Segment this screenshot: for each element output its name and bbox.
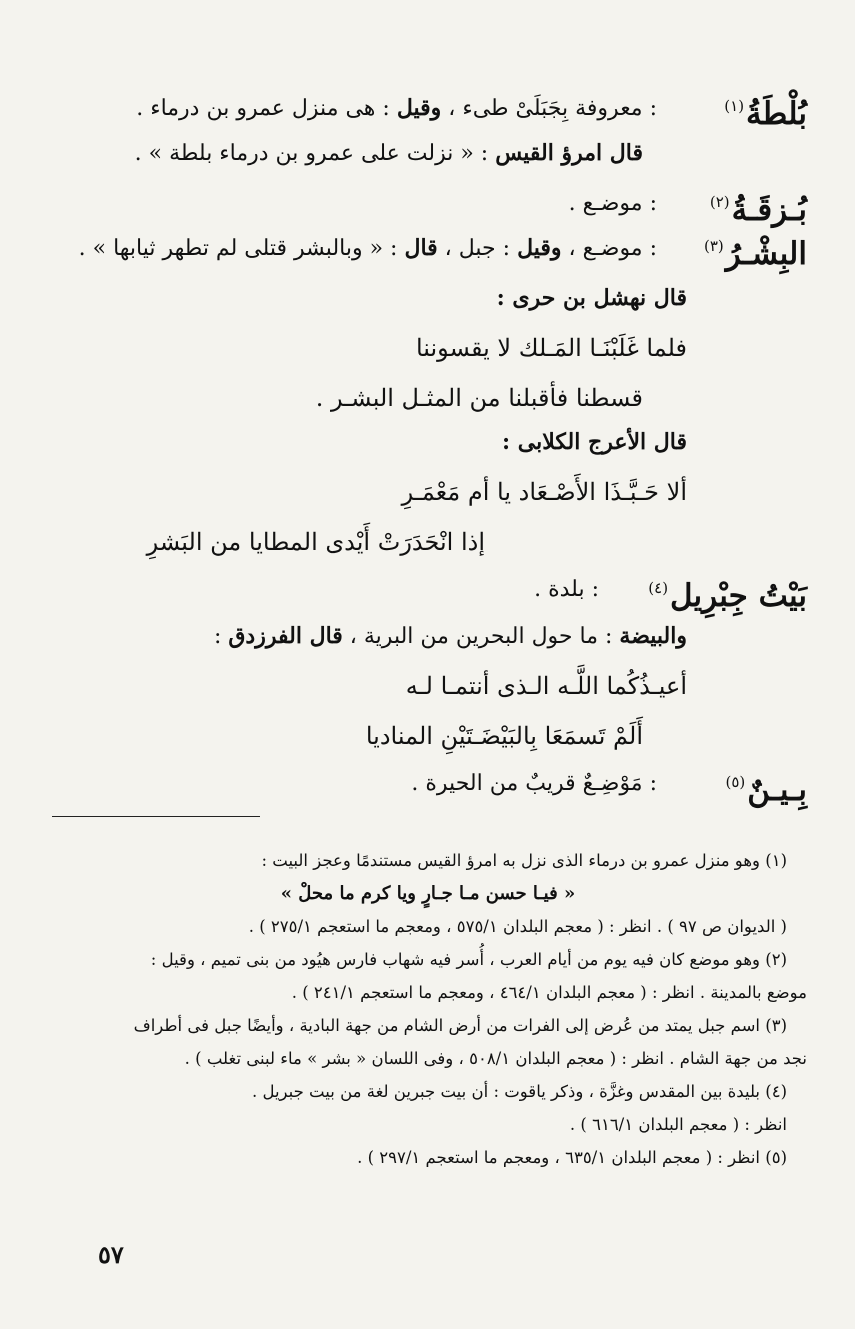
entry-body: : معروفة بِجَبَلَىْ طىء ، وقيل : هى منزل عمرو بن درماء . قال امرؤ القيس : « نزلت على عمرو بن درماء بلطة » . — [134, 95, 657, 166]
footnote-1-verse: « فيـا حسن مـا جـارٍ ويا كرم ما محلْ » — [280, 883, 576, 904]
footnote-ref[interactable]: (٣) — [703, 237, 724, 255]
verse-line: ألا حَـبَّـذَا الأَصْـعَاد يا أم مَعْمَـرِ — [401, 478, 687, 506]
entry-bulta — [47, 86, 807, 176]
footnote-5: (٥) انظر : ( معجم البلدان ٦٣٥/١ ، ومعجم ما استعجم ٢٩٧/١ ) . — [357, 1148, 787, 1167]
entry-bin — [47, 762, 807, 806]
verse-line: إذا انْحَدَرَتْ أَيْدى المطايا من البَشرِ — [146, 528, 485, 556]
headword: بَيْتُ جِبْرِيل$^{(٤)}$ — [648, 578, 807, 614]
verse-line: أَلَمْ تَسمَعَا بِالبَيْضَـتَيْنِ المناديا — [365, 722, 643, 750]
footnote-ref[interactable]: (٥) — [725, 773, 746, 791]
entry-body: : موضـع . — [568, 191, 657, 216]
footnote-2: (٢) وهو موضع كان فيه يوم من أيام العرب ، أُسر فيه شهاب فارس هيُود من بنى تميم ، وقيل : — [150, 950, 787, 969]
entry-body: : مَوْضِـعٌ قريبٌ من الحيرة . — [411, 771, 657, 796]
poet-line: قال نهشل بن حرى : — [496, 285, 687, 311]
entry-body: : موضـع ، وقيل : جبل ، قال : « وبالبشر قتلى لم تطهر ثيابها » . — [78, 235, 657, 261]
poet-line: قال الأعرج الكلابى : — [502, 429, 687, 455]
page-number: ٥٧ — [98, 1240, 124, 1269]
footnote-ref[interactable]: (٢) — [709, 193, 730, 211]
verse-line: أعيـذُكُما اللَّـه الـذى أنتمـا لـه — [405, 672, 687, 700]
footnote-3: (٣) اسم جبل يمتد من عُرض إلى الفرات من أرض الشام من جهة البادية ، وأيضًا جبل فى أطراف — [133, 1016, 787, 1035]
footnote-divider — [52, 816, 260, 817]
footnote-4-cont: انظر : ( معجم البلدان ٦١٦/١ ) . — [569, 1115, 787, 1134]
entry-buzqa — [47, 182, 807, 226]
footnote-1-source: ( الديوان ص ٩٧ ) . انظر : ( معجم البلدان ٥٧٥/١ ، ومعجم ما استعجم ٢٧٥/١ ) . — [248, 917, 787, 936]
footnote-2-cont: موضع بالمدينة . انظر : ( معجم البلدان ٤٦٤/١ ، ومعجم ما استعجم ٢٤١/١ ) . — [291, 983, 807, 1002]
verse-line: فلما غَلَبْنَـا المَـلك لا يقسوننا — [415, 334, 687, 362]
footnote-ref[interactable]: (١) — [724, 97, 745, 115]
footnote-3-cont: نجد من جهة الشام . انظر : ( معجم البلدان ٥٠٨/١ ، وفى اللسان « بشر » ماء لبنى تغلب ) . — [184, 1049, 807, 1068]
entry-bayt-jibril — [47, 568, 807, 612]
verse-line: قسطنا فأقبلنا من المثـل البشـر . — [315, 384, 643, 412]
footnotes — [49, 844, 807, 1174]
headword: البِشْـرُ$^{(٣)}$ — [703, 236, 807, 272]
entry-bishr — [47, 226, 807, 271]
footnote-4: (٤) بليدة بين المقدس وغزَّة ، وذكر ياقوت : أن بيت جبرين لغة من بيت جبريل . — [251, 1082, 787, 1101]
headword: بُـزقَـةُ$^{(٢)}$ — [709, 192, 807, 228]
entry-body: : بلدة . — [534, 577, 599, 602]
headword: بِـيـنٌ$^{(٥)}$ — [725, 772, 807, 808]
sub-entry-bayda: والبيضة : ما حول البحرين من البرية ، قال الفرزدق : — [213, 623, 687, 649]
footnote-1: (١) وهو منزل عمرو بن درماء الذى نزل به امرؤ القيس مستندمًا وعجز البيت : — [261, 851, 787, 870]
footnote-ref[interactable]: (٤) — [648, 579, 669, 597]
headword: بُلْطَةُ$^{(١)}$ — [724, 96, 807, 132]
